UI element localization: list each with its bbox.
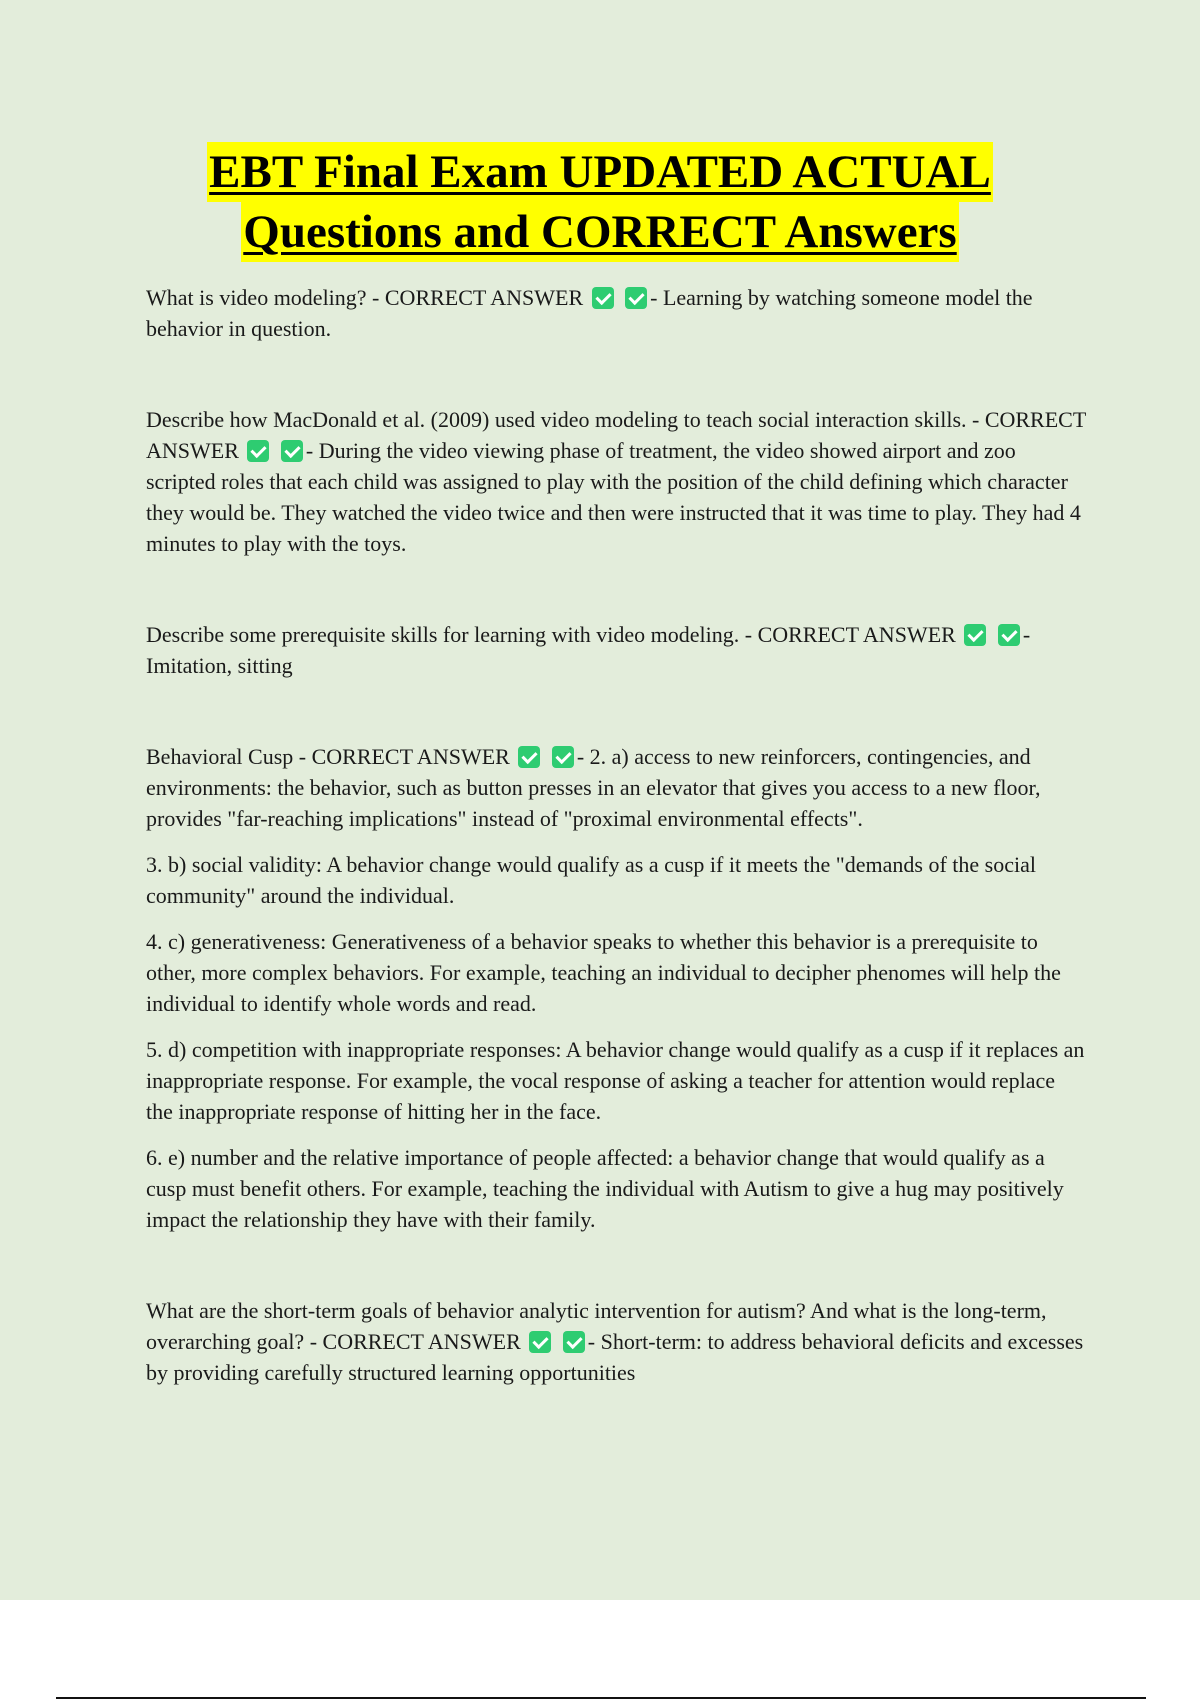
answer-text: - Short-term: to address behavioral deficits and excesses by providing carefully structured learning opportunities <box>146 1329 1084 1385</box>
question-text: Describe how MacDonald et al. (2009) used video modeling to teach social interaction skills. - CORRECT ANSWER <box>146 407 1086 463</box>
check-mark-icon <box>625 287 647 309</box>
answer-continuation: 4. c) generativeness: Generativeness of a behavior speaks to whether this behavior is a prerequisite to other, more complex behaviors. For example, teaching an individual to decipher phenomes will help the individual to identify whole words and read. <box>146 929 1061 1016</box>
qa-paragraph <box>146 404 1086 559</box>
qa-item-behavioral-cusp <box>146 741 1086 1235</box>
page-divider <box>56 1697 1146 1699</box>
check-mark-icon <box>964 624 986 646</box>
answer-continuation: 3. b) social validity: A behavior change would qualify as a cusp if it meets the "demands of the social community" around the individual. <box>146 852 1036 908</box>
question-text: Describe some prerequisite skills for learning with video modeling. - CORRECT ANSWER <box>146 622 956 647</box>
title-line-1: EBT Final Exam UPDATED ACTUAL <box>207 142 993 202</box>
check-mark-icon <box>281 440 303 462</box>
qa-paragraph <box>146 1295 1086 1388</box>
check-mark-icon <box>518 746 540 768</box>
qa-item-prerequisite-skills <box>146 619 1086 681</box>
title-line-2: Questions and CORRECT Answers <box>241 202 958 262</box>
answer-text: - During the video viewing phase of treatment, the video showed airport and zoo scripted roles that each child was assigned to play with the position of the child defining which character they would be. They watched the video twice and then were instructed that it was time to play. They had 4 minutes to play with the toys. <box>146 438 1081 556</box>
answer-text: - Imitation, sitting <box>146 622 1031 678</box>
qa-paragraph <box>146 619 1086 681</box>
qa-list <box>146 282 1086 1388</box>
answer-text: - Learning by watching someone model the behavior in question. <box>146 285 1033 341</box>
document-title <box>0 142 1200 262</box>
answer-continuation: 5. d) competition with inappropriate responses: A behavior change would qualify as a cusp if it replaces an inappropriate response. For example, the vocal response of asking a teacher for attention would replace the inappropriate response of hitting her in the face. <box>146 1037 1085 1124</box>
answer-continuation: 6. e) number and the relative importance of people affected: a behavior change that would qualify as a cusp must benefit others. For example, teaching the individual with Autism to give a hug may positively impact the relationship they have with their family. <box>146 1145 1064 1232</box>
check-mark-icon <box>552 746 574 768</box>
qa-item-video-modeling <box>146 282 1086 344</box>
qa-item-short-term-goals <box>146 1295 1086 1388</box>
question-text: Behavioral Cusp - CORRECT ANSWER <box>146 744 510 769</box>
check-mark-icon <box>998 624 1020 646</box>
question-text: What is video modeling? - CORRECT ANSWER <box>146 285 584 310</box>
qa-item-macdonald <box>146 404 1086 559</box>
qa-paragraph <box>146 282 1086 344</box>
qa-paragraph <box>146 741 1086 834</box>
check-mark-icon <box>563 1331 585 1353</box>
question-text: What are the short-term goals of behavior analytic intervention for autism? And what is the long-term, overarching goal? - CORRECT ANSWER <box>146 1298 1047 1354</box>
check-mark-icon <box>529 1331 551 1353</box>
check-mark-icon <box>592 287 614 309</box>
check-mark-icon <box>247 440 269 462</box>
answer-text: - 2. a) access to new reinforcers, contingencies, and environments: the behavior, such as button presses in an elevator that gives you access to a new floor, provides "far-reaching implications" instead of "proximal environmental effects". <box>146 744 1041 831</box>
